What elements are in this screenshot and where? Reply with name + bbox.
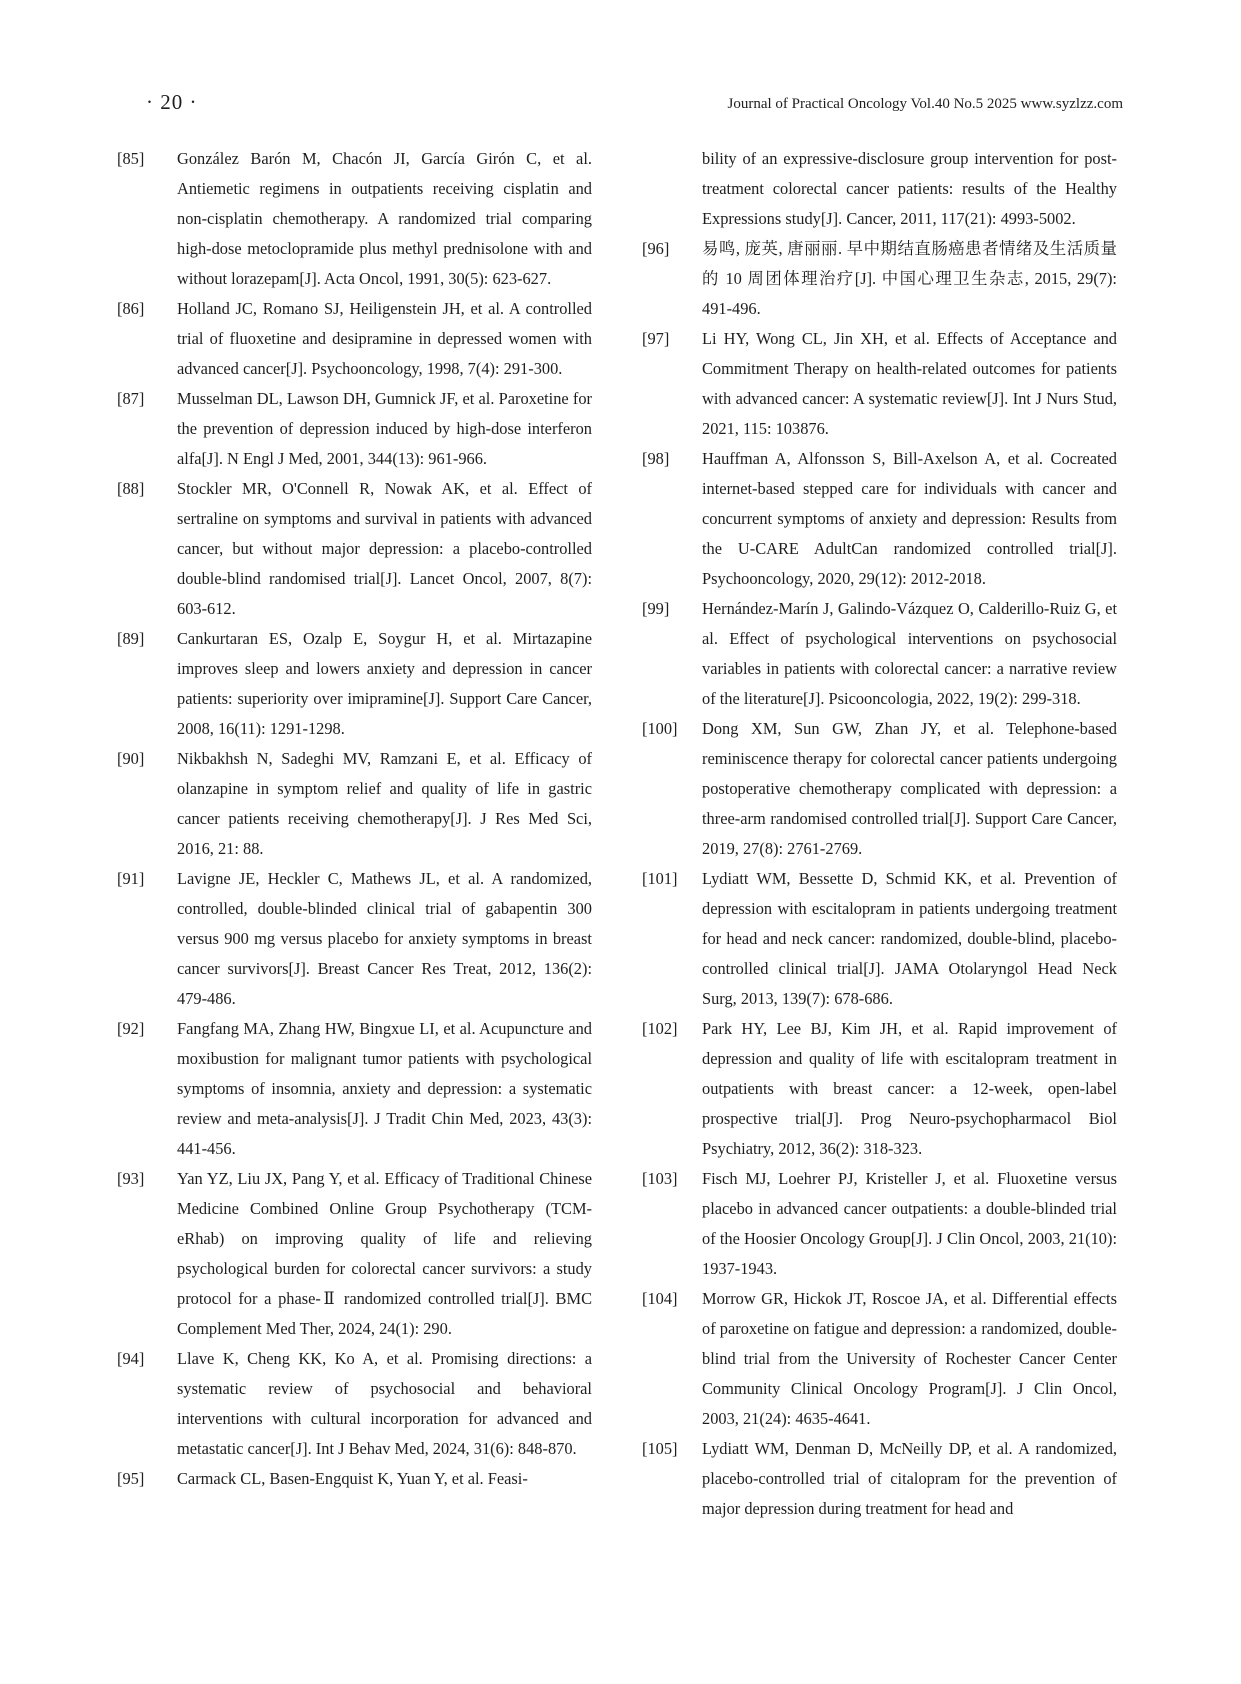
reference-text: Llave K, Cheng KK, Ko A, et al. Promising directions: a systematic review of psychosocial and behavioral interventions with cultural incorporation for advanced and metastatic cancer[J]. Int J Behav Med, 2024, 31(6): 848-870. <box>177 1349 592 1458</box>
reference-91 <box>117 864 592 1014</box>
reference-text: Yan YZ, Liu JX, Pang Y, et al. Efficacy of Traditional Chinese Medicine Combined Online Group Psychotherapy (TCM-eRhab) on improving quality of life and relieving psychological burden for colorectal cancer survivors: a study protocol for a phase-Ⅱ randomized controlled trial[J]. BMC Complement Med Ther, 2024, 24(1): 290. <box>177 1169 592 1338</box>
running-header: Journal of Practical Oncology Vol.40 No.5 2025 www.syzlzz.com <box>727 96 1123 112</box>
reference-text: 易鸣, 庞英, 唐丽丽. 早中期结直肠癌患者情绪及生活质量的 10 周团体理治疗[J]. 中国心理卫生杂志, 2015, 29(7): 491-496. <box>702 239 1117 318</box>
reference-102 <box>642 1014 1117 1164</box>
page-number: · 20 · <box>146 90 198 114</box>
reference-87 <box>117 384 592 474</box>
reference-number: [102] <box>642 1019 678 1038</box>
reference-89 <box>117 624 592 744</box>
reference-99 <box>642 594 1117 714</box>
reference-number: [90] <box>117 749 145 768</box>
reference-text: Lydiatt WM, Bessette D, Schmid KK, et al. Prevention of depression with escitalopram in patients undergoing treatment for head and neck cancer: randomized, double-blind, placebo-controlled clinical trial[J]. JAMA Otolaryngol Head Neck Surg, 2013, 139(7): 678-686. <box>702 869 1117 1008</box>
reference-text: Holland JC, Romano SJ, Heiligenstein JH, et al. A controlled trial of fluoxetine and desipramine in depressed women with advanced cancer[J]. Psychooncology, 1998, 7(4): 291-300. <box>177 299 592 378</box>
reference-number: [105] <box>642 1439 678 1458</box>
reference-93 <box>117 1164 592 1344</box>
reference-number: [86] <box>117 299 145 318</box>
reference-96 <box>642 234 1117 324</box>
reference-number: [89] <box>117 629 145 648</box>
reference-text: Stockler MR, O'Connell R, Nowak AK, et al. Effect of sertraline on symptoms and survival in patients with advanced cancer, but without major depression: a placebo-controlled double-blind randomised trial[J]. Lancet Oncol, 2007, 8(7): 603-612. <box>177 479 592 618</box>
reference-92 <box>117 1014 592 1164</box>
reference-number: [98] <box>642 449 670 468</box>
reference-text: Park HY, Lee BJ, Kim JH, et al. Rapid improvement of depression and quality of life with escitalopram treatment in outpatients with breast cancer: a 12-week, open-label prospective trial[J]. Prog Neuro-psychopharmacol Biol Psychiatry, 2012, 36(2): 318-323. <box>702 1019 1117 1158</box>
reference-104 <box>642 1284 1117 1434</box>
reference-number: [85] <box>117 149 145 168</box>
reference-90 <box>117 744 592 864</box>
reference-105 <box>642 1434 1117 1524</box>
left-column <box>117 144 592 1494</box>
reference-text: Hernández-Marín J, Galindo-Vázquez O, Calderillo-Ruiz G, et al. Effect of psychological interventions on psychosocial variables in patients with colorectal cancer: a narrative review of the literature[J]. Psicooncologia, 2022, 19(2): 299-318. <box>702 599 1117 708</box>
reference-text: Musselman DL, Lawson DH, Gumnick JF, et al. Paroxetine for the prevention of depression induced by high-dose interferon alfa[J]. N Engl J Med, 2001, 344(13): 961-966. <box>177 389 592 468</box>
reference-number: [97] <box>642 329 670 348</box>
reference-text: Hauffman A, Alfonsson S, Bill-Axelson A, et al. Cocreated internet-based stepped care for individuals with cancer and concurrent symptoms of anxiety and depression: Results from the U-CARE AdultCan randomized controlled trial[J]. Psychooncology, 2020, 29(12): 2012-2018. <box>702 449 1117 588</box>
reference-text: Dong XM, Sun GW, Zhan JY, et al. Telephone-based reminiscence therapy for colorectal cancer patients undergoing postoperative chemotherapy complicated with depression: a three-arm randomised controlled trial[J]. Support Care Cancer, 2019, 27(8): 2761-2769. <box>702 719 1117 858</box>
reference-88 <box>117 474 592 624</box>
reference-number: [96] <box>642 239 670 258</box>
reference-text: Cankurtaran ES, Ozalp E, Soygur H, et al. Mirtazapine improves sleep and lowers anxiety and depression in cancer patients: superiority over imipramine[J]. Support Care Cancer, 2008, 16(11): 1291-1298. <box>177 629 592 738</box>
reference-text: Lydiatt WM, Denman D, McNeilly DP, et al. A randomized, placebo-controlled trial of citalopram for the prevention of major depression during treatment for head and <box>702 1439 1117 1518</box>
reference-number: [91] <box>117 869 145 888</box>
reference-number: [99] <box>642 599 670 618</box>
reference-100 <box>642 714 1117 864</box>
reference-text: Lavigne JE, Heckler C, Mathews JL, et al. A randomized, controlled, double-blinded clinical trial of gabapentin 300 versus 900 mg versus placebo for anxiety symptoms in breast cancer survivors[J]. Breast Cancer Res Treat, 2012, 136(2): 479-486. <box>177 869 592 1008</box>
reference-text: Morrow GR, Hickok JT, Roscoe JA, et al. Differential effects of paroxetine on fatigue and depression: a randomized, double-blind trial from the University of Rochester Cancer Center Community Clinical Oncology Program[J]. J Clin Oncol, 2003, 21(24): 4635-4641. <box>702 1289 1117 1428</box>
reference-number: [94] <box>117 1349 145 1368</box>
reference-number: [104] <box>642 1289 678 1308</box>
reference-text: Fangfang MA, Zhang HW, Bingxue LI, et al. Acupuncture and moxibustion for malignant tumor patients with psychological symptoms of insomnia, anxiety and depression: a systematic review and meta-analysis[J]. J Tradit Chin Med, 2023, 43(3): 441-456. <box>177 1019 592 1158</box>
reference-95 <box>117 1464 592 1494</box>
reference-94 <box>117 1344 592 1464</box>
reference-95-continuation: bility of an expressive-disclosure group intervention for post-treatment colorectal cancer patients: results of the Healthy Expressions study[J]. Cancer, 2011, 117(21): 4993-5002. <box>702 149 1117 228</box>
reference-text: Carmack CL, Basen-Engquist K, Yuan Y, et al. Feasi- <box>177 1469 528 1488</box>
reference-text: Fisch MJ, Loehrer PJ, Kristeller J, et al. Fluoxetine versus placebo in advanced cancer outpatients: a double-blinded trial of the Hoosier Oncology Group[J]. J Clin Oncol, 2003, 21(10): 1937-1943. <box>702 1169 1117 1278</box>
reference-98 <box>642 444 1117 594</box>
reference-101 <box>642 864 1117 1014</box>
reference-103 <box>642 1164 1117 1284</box>
reference-number: [100] <box>642 719 678 738</box>
reference-number: [95] <box>117 1469 145 1488</box>
reference-number: [93] <box>117 1169 145 1188</box>
reference-number: [103] <box>642 1169 678 1188</box>
reference-number: [92] <box>117 1019 145 1038</box>
reference-number: [101] <box>642 869 678 888</box>
reference-text: González Barón M, Chacón JI, García Girón C, et al. Antiemetic regimens in outpatients receiving cisplatin and non-cisplatin chemotherapy. A randomized trial comparing high-dose metoclopramide plus methyl prednisolone with and without lorazepam[J]. Acta Oncol, 1991, 30(5): 623-627. <box>177 149 592 288</box>
reference-number: [88] <box>117 479 145 498</box>
reference-text: Li HY, Wong CL, Jin XH, et al. Effects of Acceptance and Commitment Therapy on health-related outcomes for patients with advanced cancer: A systematic review[J]. Int J Nurs Stud, 2021, 115: 103876. <box>702 329 1117 438</box>
reference-text: Nikbakhsh N, Sadeghi MV, Ramzani E, et al. Efficacy of olanzapine in symptom relief and quality of life in gastric cancer patients receiving chemotherapy[J]. J Res Med Sci, 2016, 21: 88. <box>177 749 592 858</box>
right-column <box>642 144 1117 1524</box>
reference-86 <box>117 294 592 384</box>
reference-85 <box>117 144 592 294</box>
reference-number: [87] <box>117 389 145 408</box>
reference-97 <box>642 324 1117 444</box>
